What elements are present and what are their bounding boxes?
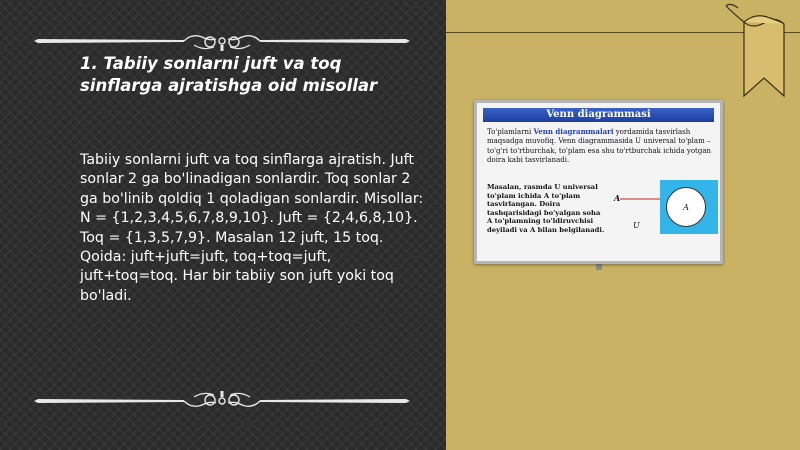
whiteboard-image <box>474 100 723 264</box>
ornament-divider-bottom <box>34 389 410 413</box>
venn-set-label: A <box>614 193 621 203</box>
whiteboard-paragraph-2: Masalan, rasmda U universal to'plam ichida A to'plam tasvirlangan. Doira tashqarisidagi bo'yalgan soha A to'plamning to'ldiruvchisi deyiladi va A bilan belgilanadi. <box>487 183 605 234</box>
para1-after: yordamida tasvirlash maqsadga muvofiq. Venn diagrammasida U universal to'plam – to'g'ri to'rtburchak, to'plam esa shu to'rtburchak ichida yotgan doira kabi tasvirlanadi. <box>487 128 712 165</box>
venn-universal-label: U <box>633 221 640 230</box>
whiteboard-paragraph-1 <box>487 127 713 166</box>
slide-title: 1. Tabiiy sonlarni juft va toq sinflarga ajratishga oid misollar <box>80 54 378 95</box>
ornament-divider-top <box>34 29 410 53</box>
whiteboard-header: Venn diagrammasi <box>483 108 714 122</box>
venn-circle <box>666 187 706 227</box>
arrow-right-icon <box>620 196 660 202</box>
para1-highlight: Venn diagrammalari <box>533 127 614 136</box>
slide-body-text: Tabiiy sonlarni juft va toq sinflarga ajratish. Juft sonlar 2 ga bo'linadigan sonlardir. Toq sonlar 2 ga bo'linib qoldiq 1 qoladigan sonlardir. Misollar: N = {1,2,3,4,5,6,7,8,9,10}. Juft = {2,4,6,8,10}. Toq = {1,3,5,7,9}. Masalan 12 juft, 15 toq. Qoida: juft+juft=juft, toq+toq=juft, juft+toq=toq. Har bir tabiiy son juft yoki toq bo'ladi. <box>80 152 424 304</box>
venn-circle-label: A <box>683 202 689 212</box>
venn-universal-set <box>660 180 718 234</box>
bookmark-ribbon-icon <box>716 0 796 100</box>
para1-before: To'plamlarni <box>487 128 534 136</box>
